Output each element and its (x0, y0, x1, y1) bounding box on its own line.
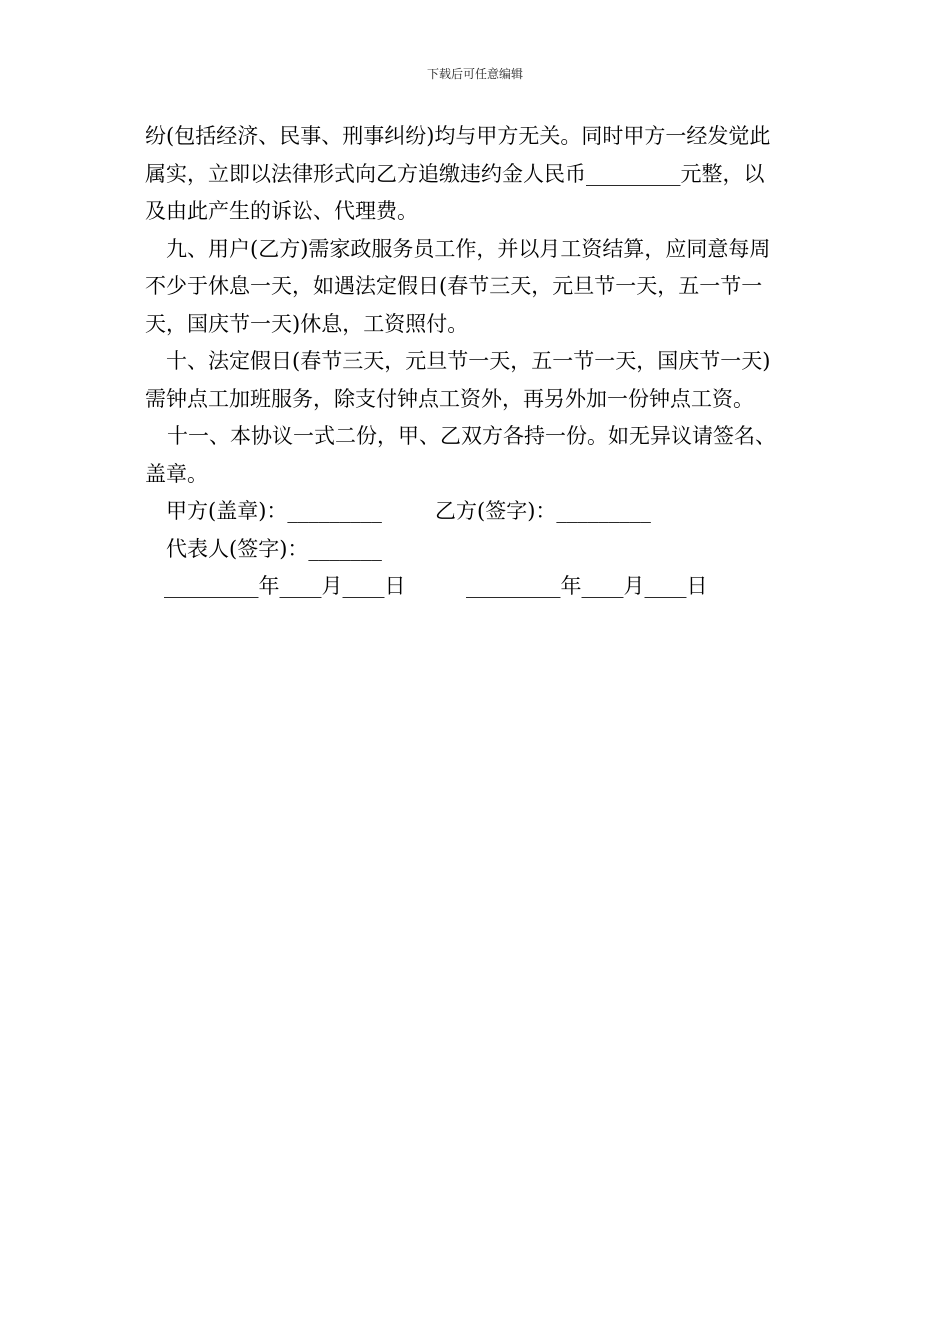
date-field-left: _________年____月____日 (164, 574, 406, 598)
party-a-signature-field: 甲方(盖章)：_________ (166, 499, 382, 523)
date-field-right: _________年____月____日 (466, 574, 708, 598)
clause-11-line-2: 盖章。 (145, 461, 208, 486)
signature-row-representative (145, 531, 825, 569)
clause-8-line-3: 及由此产生的诉讼、代理费。 (145, 199, 418, 223)
clause-9-line-2: 不少于休息一天，如遇法定假日(春节三天，元旦节一天，五一节一 (145, 274, 763, 298)
clause-10-line-1: 十、法定假日(春节三天，元旦节一天，五一节一天，国庆节一天) (166, 349, 771, 373)
representative-signature-field: 代表人(签字)：_______ (166, 536, 382, 561)
clause-8-line-1: 纷(包括经济、民事、刑事纠纷)均与甲方无关。同时甲方一经发觉此 (145, 124, 771, 148)
contract-body (145, 118, 825, 606)
clause-9-line-1: 九、用户(乙方)需家政服务员工作，并以月工资结算，应同意每周 (166, 236, 771, 261)
signature-row-parties (145, 493, 825, 531)
party-b-signature-field: 乙方(签字)：_________ (435, 499, 651, 523)
clause-11-line-1: 十一、本协议一式二份，甲、乙双方各持一份。如无异议请签名、 (167, 424, 776, 448)
clause-9-line-3: 天，国庆节一天)休息，工资照付。 (145, 311, 469, 336)
signature-row-dates (145, 568, 825, 606)
clause-10-line-2: 需钟点工加班服务，除支付钟点工资外，再另外加一份钟点工资。 (145, 386, 754, 411)
clause-8-line-2: 属实，立即以法律形式向乙方追缴违约金人民币_________元整，以 (145, 161, 765, 186)
page-header: 下载后可任意编辑 (426, 67, 523, 81)
